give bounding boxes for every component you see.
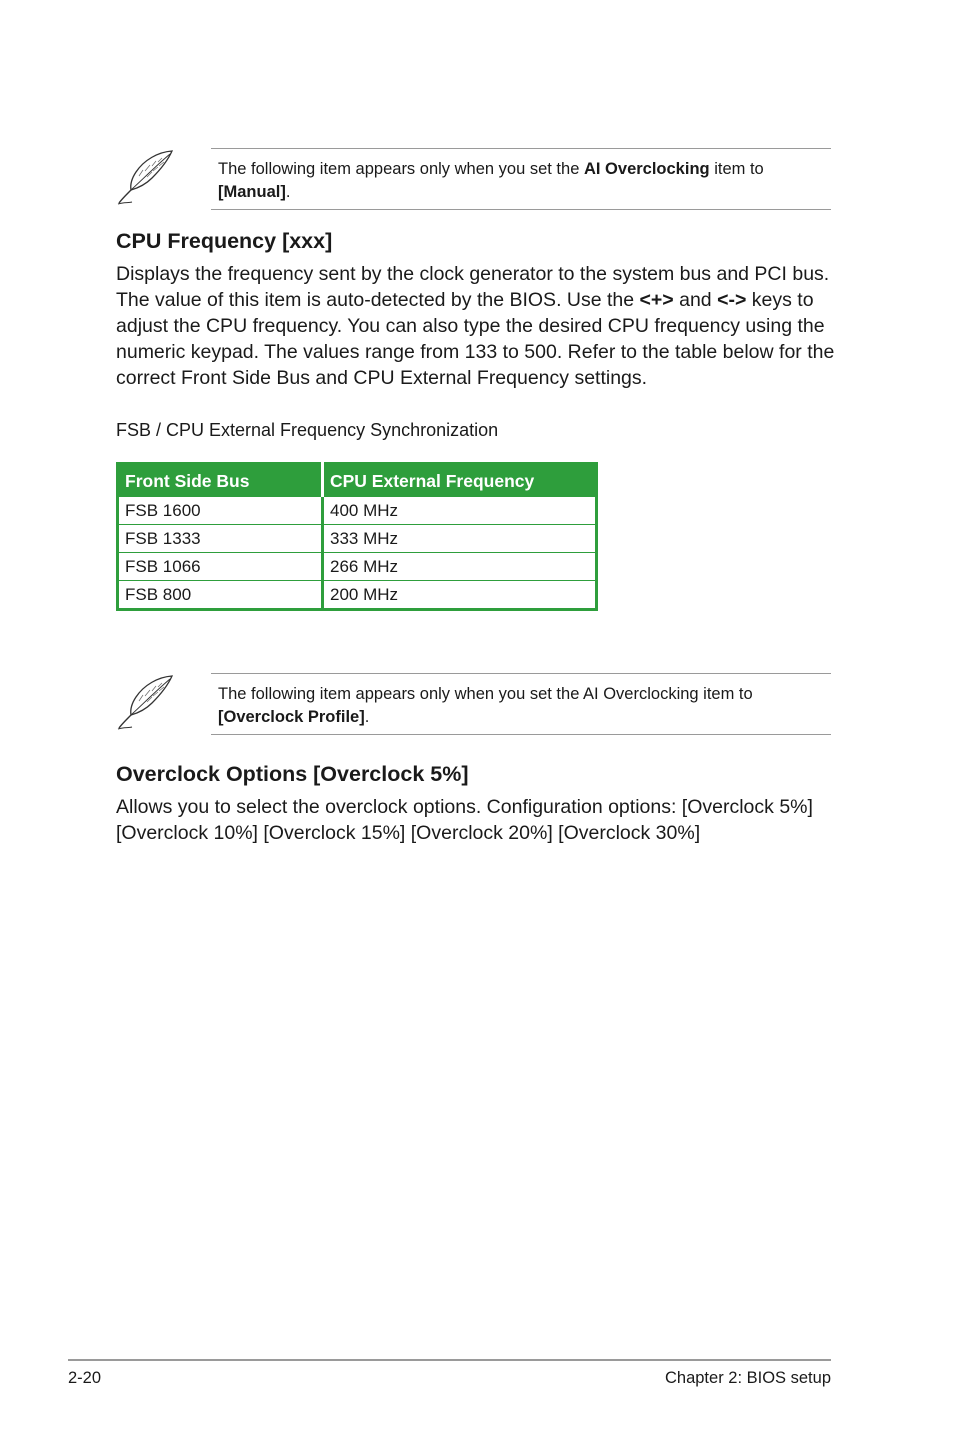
note-box (211, 148, 831, 210)
frequency-cell: 400 MHz (323, 497, 597, 525)
fsb-cell: FSB 1333 (118, 525, 323, 553)
frequency-cell: 333 MHz (323, 525, 597, 553)
fsb-cell: FSB 1600 (118, 497, 323, 525)
feather-quill-icon (114, 673, 176, 731)
note-text-end: . (285, 183, 291, 201)
footer-divider (68, 1359, 831, 1361)
fsb-cell: FSB 800 (118, 581, 323, 610)
note-text-end: . (364, 708, 370, 726)
cpu-frequency-heading: CPU Frequency [xxx] (116, 229, 333, 253)
feather-quill-icon (114, 148, 176, 206)
table-row (118, 497, 597, 525)
description-part-1: Displays the frequency sent by the clock generator to the system bus and PCI bus. The value of this item is auto-detected by the BIOS. Use the (116, 263, 830, 311)
note-value: [Manual] (218, 183, 286, 201)
page-number: 2-20 (68, 1369, 102, 1387)
table-row (118, 553, 597, 581)
note-text-pre: The following item appears only when you set the AI Overclocking item to (218, 685, 753, 703)
table-row (118, 581, 597, 610)
table-caption: FSB / CPU External Frequency Synchronization (116, 420, 499, 440)
note-manual (110, 148, 831, 212)
description-and: and (673, 289, 718, 311)
header-cpu-external-frequency: CPU External Frequency (323, 464, 597, 497)
overclock-options-description: Allows you to select the overclock options. Configuration options: [Overclock 5%] [Overclock 10%] [Overclock 15%] [Overclock 20%] [Overclock 30%] (116, 796, 813, 844)
note-overclock-profile (110, 673, 831, 737)
chapter-title: Chapter 2: BIOS setup (664, 1369, 831, 1387)
table-header-row (118, 464, 597, 497)
description-part-2: keys to adjust the CPU frequency. You can also type the desired CPU frequency using the numeric keypad. The values range from 133 to 500. Refer to the table below for the correct Front Side Bus and CPU External Frequency settings. (116, 289, 835, 389)
table-row (118, 525, 597, 553)
fsb-cell: FSB 1066 (118, 553, 323, 581)
note-text (218, 683, 824, 729)
key-minus: <-> (717, 289, 747, 311)
note-text (218, 158, 824, 204)
note-box (211, 673, 831, 735)
fsb-frequency-table (116, 462, 598, 611)
note-text-mid: item to (709, 160, 764, 178)
header-front-side-bus: Front Side Bus (118, 464, 323, 497)
note-text-pre: The following item appears only when you set the (218, 160, 584, 178)
cpu-frequency-description (116, 261, 836, 391)
frequency-cell: 266 MHz (323, 553, 597, 581)
overclock-options-heading: Overclock Options [Overclock 5%] (116, 762, 469, 786)
frequency-cell: 200 MHz (323, 581, 597, 610)
key-plus: <+> (639, 289, 674, 311)
note-text-bold: AI Overclocking (583, 160, 710, 178)
note-value: [Overclock Profile] (218, 708, 365, 726)
